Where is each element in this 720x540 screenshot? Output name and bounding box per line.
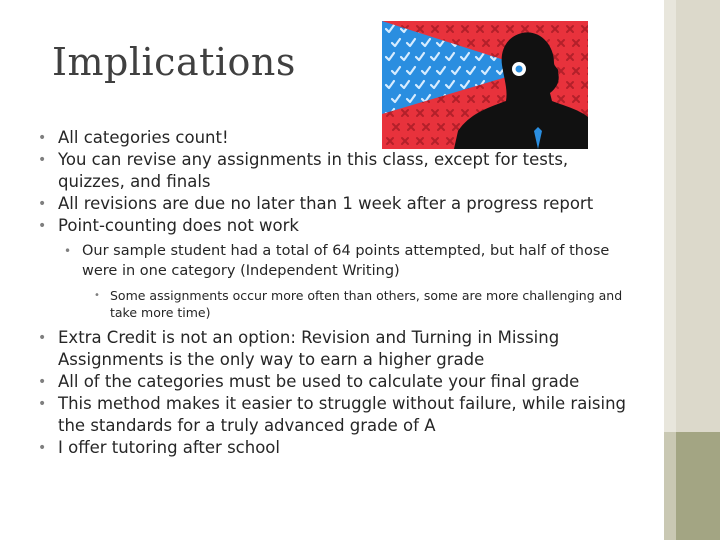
bullet-dot: • xyxy=(94,290,100,301)
bullet-dot: • xyxy=(38,152,47,168)
bullet-item: • All of the categories must be used to calculate your final grade xyxy=(38,372,580,391)
bullet-dot: • xyxy=(38,130,47,146)
bullet-dot: • xyxy=(38,374,47,390)
bullet-dot: • xyxy=(38,196,47,212)
bullet-item: • All revisions are due no later than 1 week after a progress report xyxy=(38,194,594,213)
sub-sub-bullet-item: • Some assignments occur more often than others, some are more challenging and take more time) xyxy=(94,288,623,320)
bullet-item: • Point-counting does not work xyxy=(38,216,299,235)
decorative-sidebar xyxy=(664,0,720,540)
bullet-item: • Extra Credit is not an option: Revision and Turning in Missing Assignments is the only way to earn a higher grade xyxy=(38,328,560,369)
bullet-dot: • xyxy=(38,440,47,456)
bullet-item: • This method makes it easier to struggle without failure, while raising the standards for a truly advanced grade of A xyxy=(38,394,627,435)
bullet-list xyxy=(38,127,638,459)
bullet-item: • You can revise any assignments in this class, except for tests, quizzes, and finals xyxy=(38,150,569,191)
bullet-dot: • xyxy=(38,330,47,346)
sidebar-accent-block xyxy=(676,432,720,540)
bullet-dot: • xyxy=(38,218,47,234)
bullet-item: • I offer tutoring after school xyxy=(38,438,280,457)
bullet-dot: • xyxy=(64,244,72,258)
slide-title: Implications xyxy=(52,40,296,84)
sub-bullet-item: • Our sample student had a total of 64 points attempted, but half of those were in one category (Independent Writing) xyxy=(64,243,610,279)
bullet-item: • All categories count! xyxy=(38,128,229,147)
bullet-dot: • xyxy=(38,396,47,412)
